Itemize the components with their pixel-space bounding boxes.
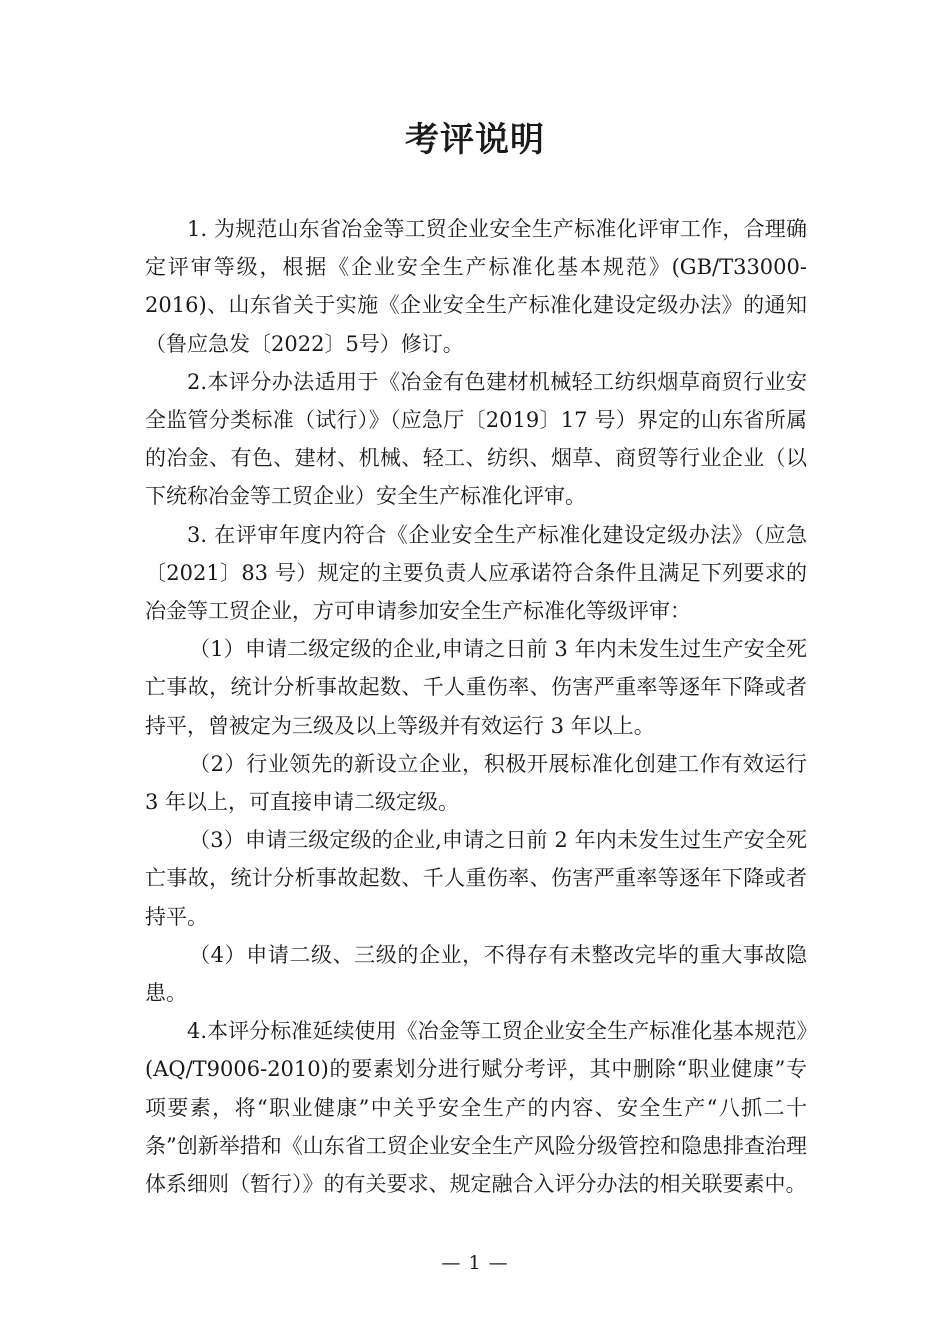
document-title: 考评说明 [405, 120, 545, 160]
page-number: — 1 — [441, 1252, 509, 1274]
paragraph-3-item-3: （3）申请三级定级的企业,申请之日前 2 年内未发生过生产安全死亡事故，统计分析事故起数、千人重伤率、伤害严重率等逐年下降或者持平。 [145, 828, 807, 929]
paragraph-1: 1. 为规范山东省冶金等工贸企业安全生产标准化评审工作，合理确定评审等级，根据《企业安全生产标准化基本规范》(GB/T33000-2016)、山东省关于实施《企业安全生产标准化建设定级办法》的通知（鲁应急发〔2022〕5号）修订。 [145, 217, 807, 356]
paragraph-4: 4.本评分标准延续使用《冶金等工贸企业安全生产标准化基本规范》(AQ/T9006-2010)的要素划分进行赋分考评，其中删除“职业健康”专项要素，将“职业健康”中关乎安全生产的内容、安全生产“八抓二十条”创新举措和《山东省工贸企业安全生产风险分级管控和隐患排查治理体系细则（暂行）》的有关要求、规定融合入评分办法的相关联要素中。 [145, 1019, 807, 1197]
document-body [145, 210, 807, 1203]
paragraph-3: 3. 在评审年度内符合《企业安全生产标准化建设定级办法》（应急〔2021〕83 号）规定的主要负责人应承诺符合条件且满足下列要求的冶金等工贸企业，方可申请参加安全生产标准化等级评审： [145, 522, 807, 624]
paragraph-3-item-4: （4）申请二级、三级的企业，不得存有未整改完毕的重大事故隐患。 [145, 942, 807, 1006]
paragraph-2: 2.本评分办法适用于《冶金有色建材机械轻工纺织烟草商贸行业安全监管分类标准（试行）》（应急厅〔2019〕17 号）界定的山东省所属的冶金、有色、建材、机械、轻工、纺织、烟草、商贸等行业企业（以下统称冶金等工贸企业）安全生产标准化评审。 [145, 369, 807, 509]
paragraph-3-item-2: （2）行业领先的新设立企业，积极开展标准化创建工作有效运行 3 年以上，可直接申请二级定级。 [145, 751, 807, 815]
paragraph-3-item-1: （1）申请二级定级的企业,申请之日前 3 年内未发生过生产安全死亡事故，统计分析事故起数、千人重伤率、伤害严重率等逐年下降或者持平，曾被定为三级及以上等级并有效运行 3 年以上。 [145, 637, 807, 738]
